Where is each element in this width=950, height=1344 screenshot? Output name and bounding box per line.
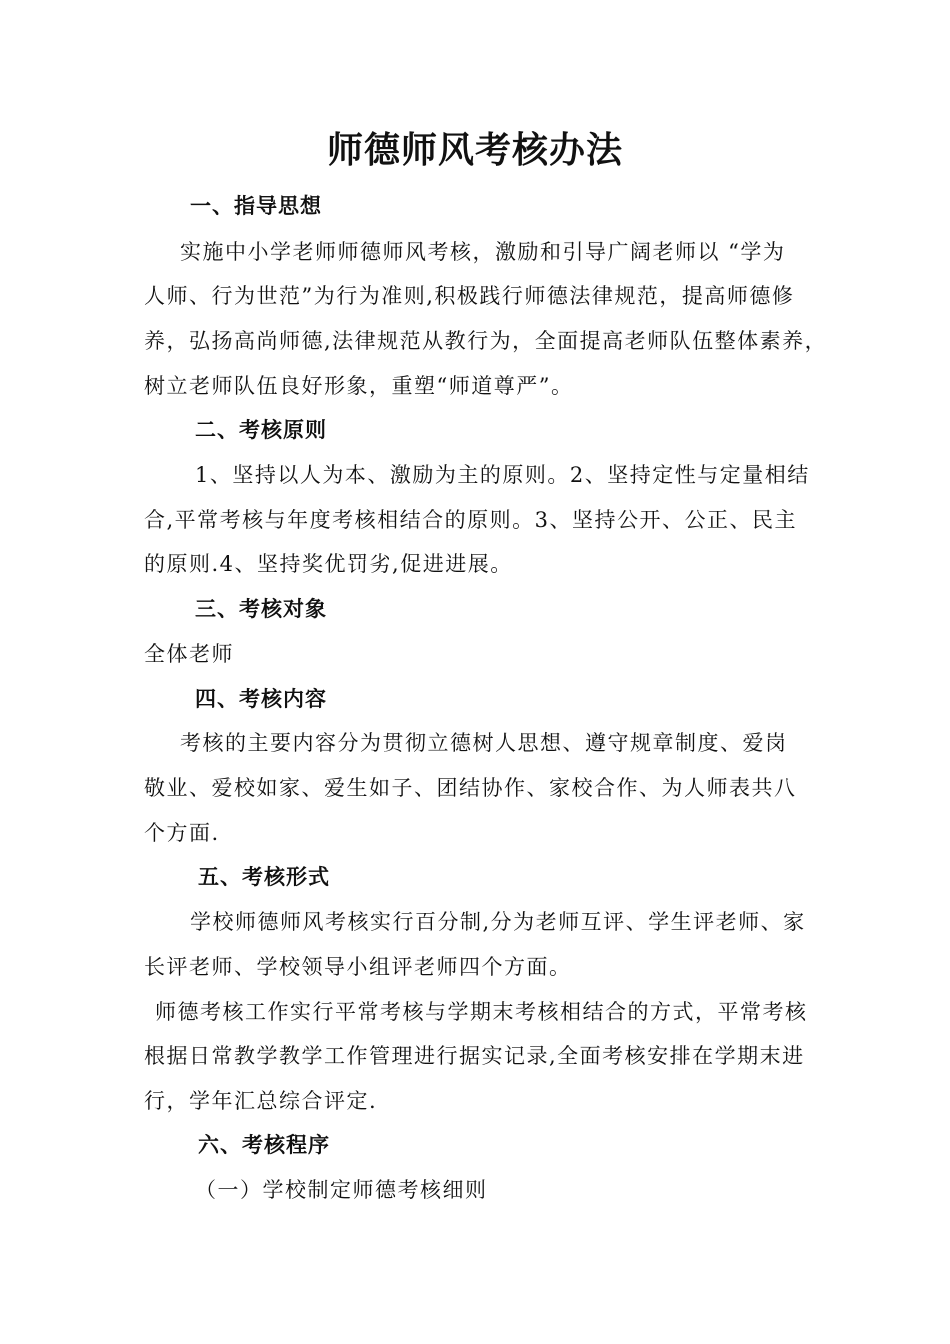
paragraph-line: 行，学年汇总综合评定. xyxy=(144,1089,378,1113)
paragraph-line: 考核的主要内容分为贯彻立德树人思想、遵守规章制度、爱岗 xyxy=(180,731,788,755)
paragraph-line: 养，弘扬高尚师德,法律规范从教行为，全面提高老师队伍整体素养， xyxy=(144,329,828,353)
paragraph-line: 敬业、爱校如家、爱生如子、团结协作、家校合作、为人师表共八 xyxy=(144,776,797,800)
section-heading-assessment-form: 五、考核形式 xyxy=(198,865,330,889)
paragraph-line: 人师、行为世范”为行为准则,积极践行师德法律规范，提高师德修 xyxy=(144,284,795,308)
paragraph-line: 1、坚持以人为本、激励为主的原则。2、坚持定性与定量相结 xyxy=(195,463,810,487)
document-title: 师德师风考核办法 xyxy=(326,129,623,171)
paragraph-line: （一）学校制定师德考核细则 xyxy=(195,1178,488,1202)
paragraph-line: 学校师德师风考核实行百分制,分为老师互评、学生评老师、家 xyxy=(190,910,806,934)
paragraph-line: 的原则.4、坚持奖优罚劣,促进进展。 xyxy=(144,552,513,576)
section-heading-assessment-content: 四、考核内容 xyxy=(195,687,327,711)
paragraph-line: 个方面. xyxy=(144,821,220,845)
paragraph-line: 全体老师 xyxy=(144,642,234,666)
section-heading-assessment-procedure: 六、考核程序 xyxy=(198,1133,330,1157)
section-heading-assessment-targets: 三、考核对象 xyxy=(195,597,327,621)
paragraph-line: 合,平常考核与年度考核相结合的原则。3、坚持公开、公正、民主 xyxy=(144,508,798,532)
paragraph-line: 根据日常教学教学工作管理进行据实记录,全面考核安排在学期末进 xyxy=(144,1044,805,1068)
paragraph-line: 树立老师队伍良好形象，重塑“师道尊严”。 xyxy=(144,374,574,398)
section-heading-assessment-principles: 二、考核原则 xyxy=(195,418,327,442)
paragraph-line: 长评老师、学校领导小组评老师四个方面。 xyxy=(144,955,572,979)
section-heading-guiding-ideology: 一、指导思想 xyxy=(190,194,322,218)
paragraph-line: 师德考核工作实行平常考核与学期末考核相结合的方式，平常考核 xyxy=(155,1000,808,1024)
paragraph-line: 实施中小学老师师德师风考核，激励和引导广阔老师以 “学为 xyxy=(180,240,786,264)
